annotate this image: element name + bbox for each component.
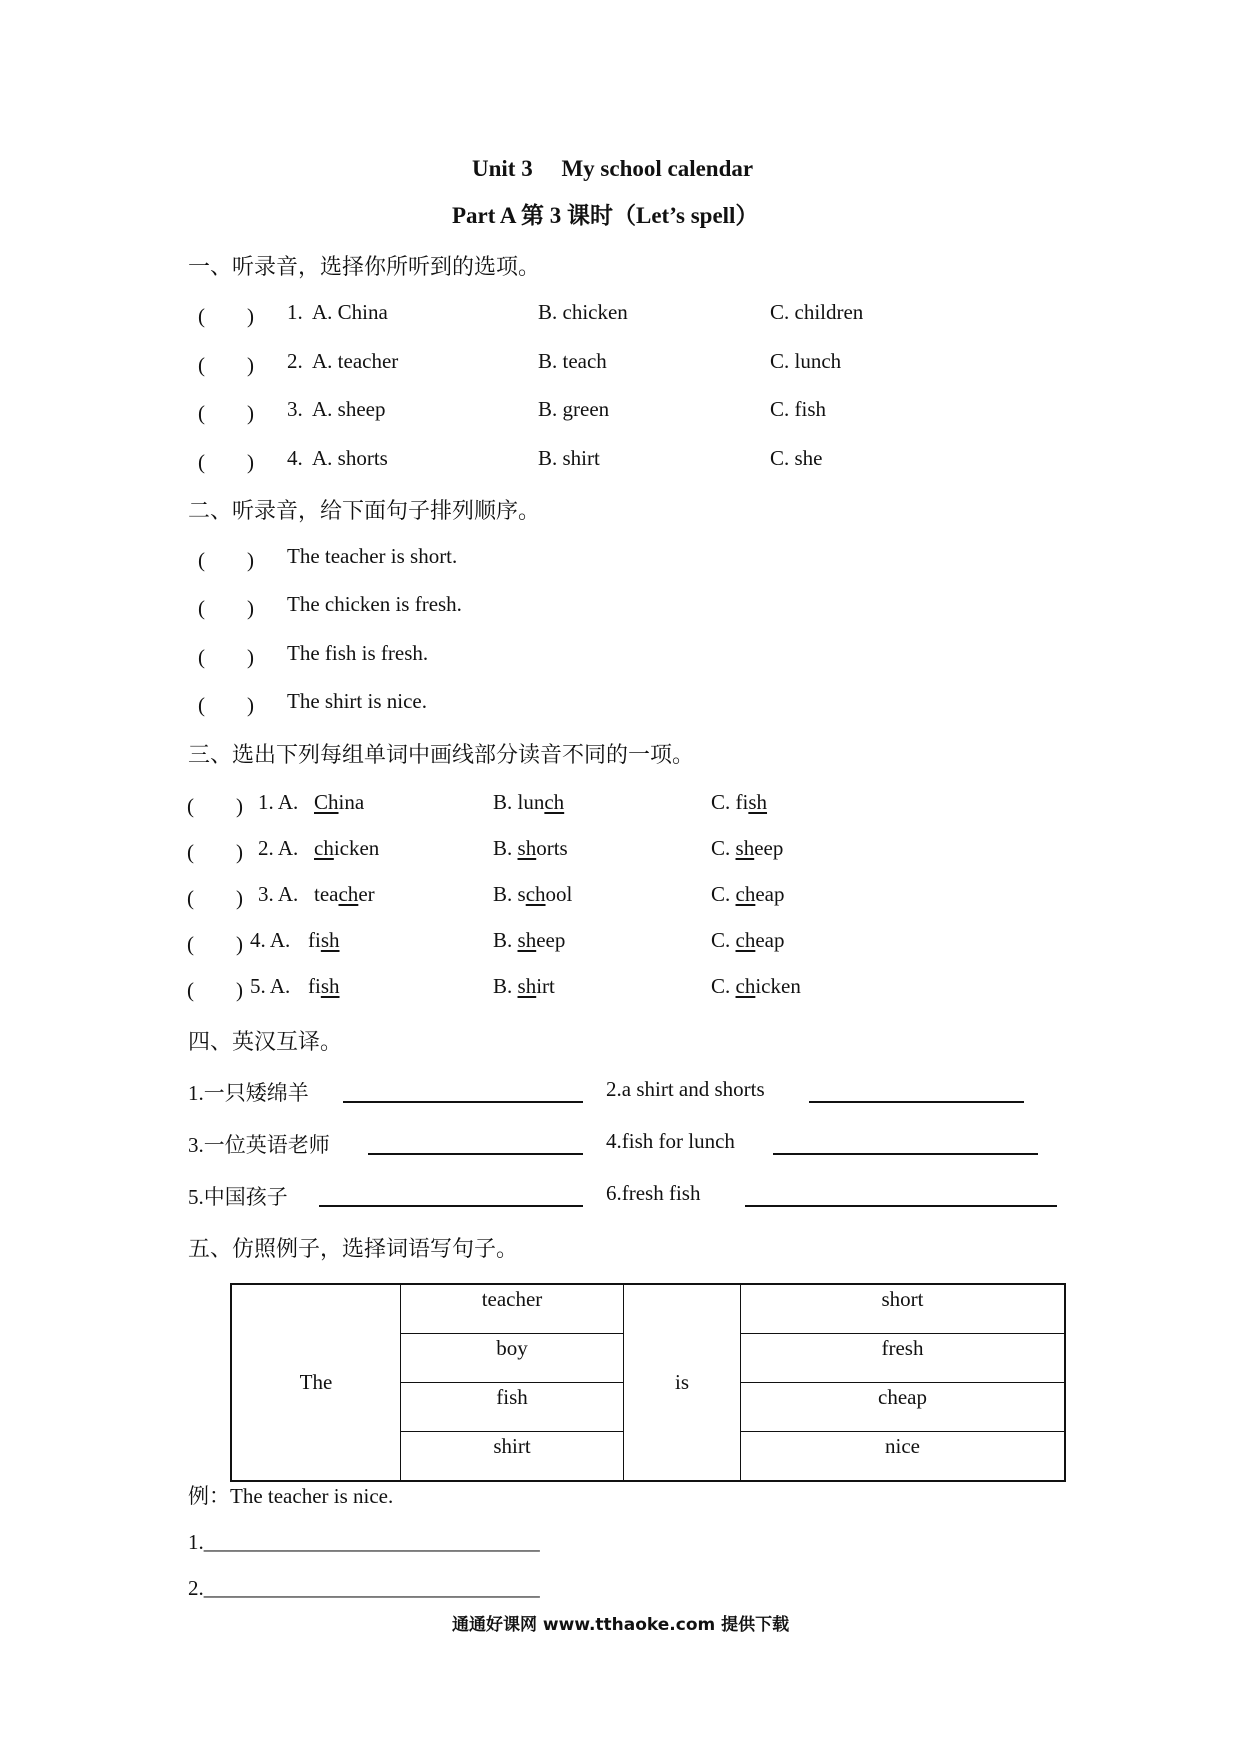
section1-heading: 一、听录音，选择你所听到的选项。 xyxy=(188,254,541,279)
option-a: chicken xyxy=(314,836,380,860)
section5-heading: 五、仿照例子，选择词语写句子。 xyxy=(188,1236,519,1261)
answer-paren[interactable]: ( ) xyxy=(198,693,254,717)
option-a: A. sheep xyxy=(312,397,386,421)
footer-credit: 通通好课网 www.tthaoke.com 提供下载 xyxy=(452,1615,790,1635)
example-text: The teacher is nice. xyxy=(230,1484,394,1508)
answer-paren[interactable]: ( ) xyxy=(198,645,254,669)
answer-paren[interactable]: ( ) xyxy=(198,548,254,572)
answer-paren[interactable]: ( ) xyxy=(187,978,243,1002)
word-table xyxy=(230,1283,1066,1482)
option-b: B. shirt xyxy=(538,446,600,470)
option-a: fish xyxy=(308,928,340,952)
sentence: The shirt is nice. xyxy=(287,689,427,713)
sentence: The fish is fresh. xyxy=(287,641,429,665)
table-cell-verb: is xyxy=(624,1284,741,1481)
option-c: C. cheap xyxy=(711,928,785,952)
answer-paren[interactable]: ( ) xyxy=(198,353,254,377)
answer-line[interactable] xyxy=(773,1153,1038,1155)
translation-prompt: 2.a shirt and shorts xyxy=(606,1077,765,1101)
item-number: 2. xyxy=(287,349,303,373)
answer-line[interactable] xyxy=(368,1153,583,1155)
item-number: 1. A. xyxy=(258,790,299,814)
option-b: B. shirt xyxy=(493,974,555,998)
table-cell-subject: The xyxy=(231,1284,401,1481)
translation-prompt: 6.fresh fish xyxy=(606,1181,701,1205)
answer-line-2[interactable]: 2.________________________________ xyxy=(188,1576,540,1600)
table-cell-noun: teacher xyxy=(401,1284,624,1334)
option-b: B. shorts xyxy=(493,836,568,860)
translation-prompt: 5.中国孩子 xyxy=(188,1185,288,1209)
option-b: B. green xyxy=(538,397,610,421)
answer-paren[interactable]: ( ) xyxy=(198,450,254,474)
sentence: The teacher is short. xyxy=(287,544,458,568)
option-b: B. chicken xyxy=(538,300,628,324)
option-c: C. children xyxy=(770,300,864,324)
page-subtitle: Part A 第 3 课时（Let’s spell） xyxy=(452,203,759,228)
option-b: B. school xyxy=(493,882,573,906)
option-a: A. teacher xyxy=(312,349,399,373)
page-title: Unit 3 My school calendar xyxy=(472,156,754,181)
table-cell-adjective: cheap xyxy=(741,1383,1066,1432)
option-c: C. fish xyxy=(711,790,768,814)
answer-paren[interactable]: ( ) xyxy=(198,304,254,328)
answer-paren[interactable]: ( ) xyxy=(187,794,243,818)
table-cell-adjective: fresh xyxy=(741,1334,1066,1383)
item-number: 4. xyxy=(287,446,303,470)
option-c: C. she xyxy=(770,446,823,470)
table-cell-noun: boy xyxy=(401,1334,624,1383)
item-number: 3. A. xyxy=(258,882,299,906)
item-number: 2. A. xyxy=(258,836,299,860)
section4-heading: 四、英汉互译。 xyxy=(188,1029,343,1054)
option-b: B. sheep xyxy=(493,928,566,952)
answer-paren[interactable]: ( ) xyxy=(198,401,254,425)
item-number: 3. xyxy=(287,397,303,421)
option-a: China xyxy=(314,790,365,814)
translation-prompt: 3.一位英语老师 xyxy=(188,1133,330,1157)
option-a: fish xyxy=(308,974,340,998)
option-c: C. chicken xyxy=(711,974,801,998)
answer-paren[interactable]: ( ) xyxy=(198,596,254,620)
sentence: The chicken is fresh. xyxy=(287,592,462,616)
item-number: 1. xyxy=(287,300,303,324)
answer-paren[interactable]: ( ) xyxy=(187,932,243,956)
answer-line[interactable] xyxy=(809,1101,1024,1103)
option-a: A. shorts xyxy=(312,446,388,470)
section2-heading: 二、听录音，给下面句子排列顺序。 xyxy=(188,498,541,523)
table-cell-adjective: short xyxy=(741,1284,1066,1334)
example-label: 例： xyxy=(188,1484,230,1508)
answer-line[interactable] xyxy=(745,1205,1057,1207)
answer-paren[interactable]: ( ) xyxy=(187,840,243,864)
answer-line-1[interactable]: 1.________________________________ xyxy=(188,1530,540,1554)
item-number: 4. A. xyxy=(250,928,291,952)
option-a: teacher xyxy=(314,882,375,906)
option-b: B. teach xyxy=(538,349,607,373)
option-c: C. fish xyxy=(770,397,827,421)
table-cell-noun: fish xyxy=(401,1383,624,1432)
item-number: 5. A. xyxy=(250,974,291,998)
table-cell-adjective: nice xyxy=(741,1432,1066,1482)
option-a: A. China xyxy=(312,300,388,324)
example-sentence xyxy=(188,1480,393,1510)
option-c: C. lunch xyxy=(770,349,842,373)
answer-paren[interactable]: ( ) xyxy=(187,886,243,910)
section3-heading: 三、选出下列每组单词中画线部分读音不同的一项。 xyxy=(188,742,695,767)
translation-prompt: 1.一只矮绵羊 xyxy=(188,1081,309,1105)
option-b: B. lunch xyxy=(493,790,565,814)
option-c: C. sheep xyxy=(711,836,784,860)
table-cell-noun: shirt xyxy=(401,1432,624,1482)
option-c: C. cheap xyxy=(711,882,785,906)
answer-line[interactable] xyxy=(343,1101,583,1103)
translation-prompt: 4.fish for lunch xyxy=(606,1129,735,1153)
answer-line[interactable] xyxy=(319,1205,583,1207)
